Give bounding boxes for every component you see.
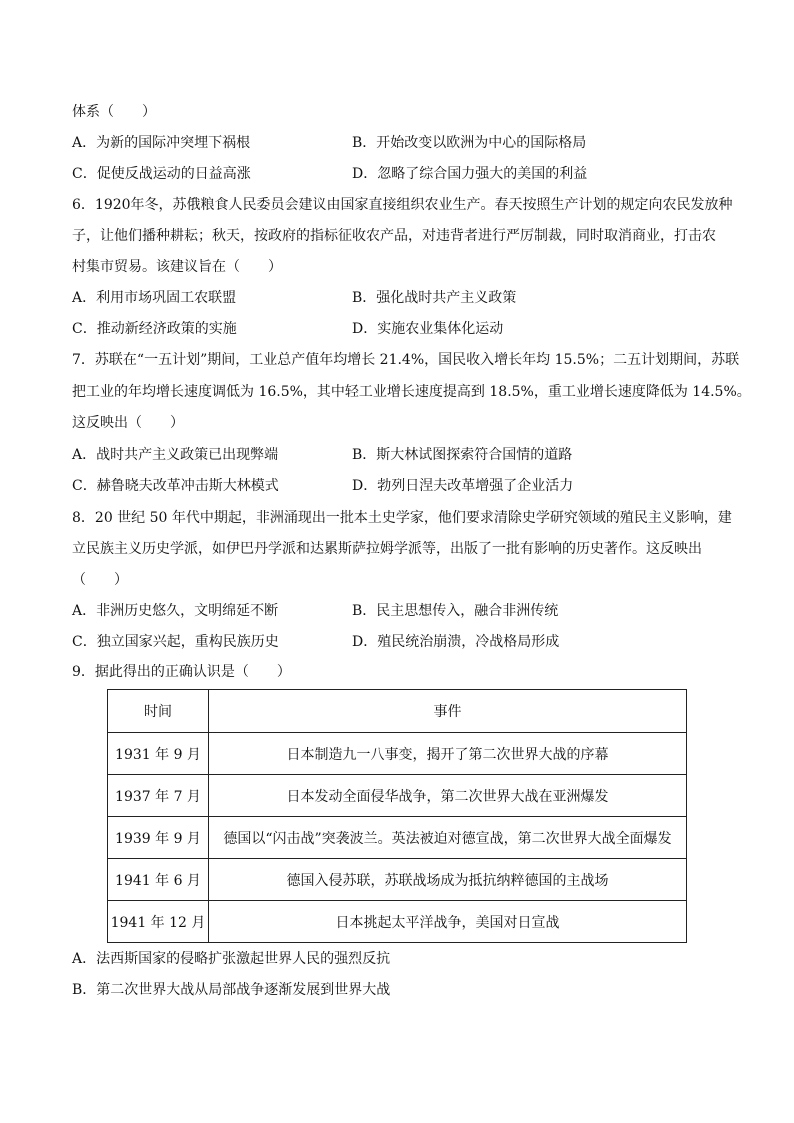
q9-option-b: B．第二次世界大战从局部战争逐渐发展到世界大战 xyxy=(72,982,391,998)
time-cell: 1941 年 12 月 xyxy=(108,901,209,943)
q8-stem-line: 8．20 世纪 50 年代中期起，非洲涌现出一批本土史学家，他们要求清除史学研究领域的殖民主义影响，建 xyxy=(72,510,732,526)
table-header-row xyxy=(108,690,687,733)
table-row xyxy=(108,901,687,943)
time-cell: 1941 年 6 月 xyxy=(108,859,209,901)
q7-option-b: B．斯大林试图探索符合国情的道路 xyxy=(352,447,573,463)
q9-stem: 9．据此得出的正确认识是（ ） xyxy=(72,664,291,680)
q6-stem-line: 6．1920年冬，苏俄粮食人民委员会建议由国家直接组织农业生产。春天按照生产计划的规定向农民发放种 xyxy=(72,197,733,213)
q8-option-a: A．非洲历史悠久，文明绵延不断 xyxy=(72,603,279,619)
q7-stem-line: 7．苏联在“一五计划”期间，工业总产值年均增长 21.4%，国民收入增长年均 15.5%；二五计划期间，苏联 xyxy=(72,352,740,368)
q5-option-d: D．忽略了综合国力强大的美国的利益 xyxy=(352,166,588,182)
column-header-event: 事件 xyxy=(209,690,687,733)
q5-option-c: C．促使反战运动的日益高涨 xyxy=(72,166,251,182)
q6-stem-line: 子，让他们播种耕耘；秋天，按政府的指标征收农产品，对违背者进行严厉制裁，同时取消商业，打击农 xyxy=(72,228,716,244)
time-cell: 1939 年 9 月 xyxy=(108,817,209,859)
q8-option-b: B．民主思想传入，融合非洲传统 xyxy=(352,603,559,619)
q5-stem-tail: 体系（ ） xyxy=(72,104,156,120)
q8-stem-line: （ ） xyxy=(72,572,128,588)
q8-option-d: D．殖民统治崩溃，冷战格局形成 xyxy=(352,634,560,650)
table-row xyxy=(108,775,687,817)
q8-stem-line: 立民族主义历史学派，如伊巴丹学派和达累斯萨拉姆学派等，出版了一批有影响的历史著作。这反映出 xyxy=(72,541,702,557)
q8-option-c: C．独立国家兴起，重构民族历史 xyxy=(72,634,279,650)
time-cell: 1931 年 9 月 xyxy=(108,733,209,775)
q6-stem-line: 村集市贸易。该建议旨在（ ） xyxy=(72,259,282,275)
event-cell: 日本发动全面侵华战争，第二次世界大战在亚洲爆发 xyxy=(209,775,687,817)
q6-option-a: A．利用市场巩固工农联盟 xyxy=(72,290,237,306)
event-cell: 日本制造九一八事变，揭开了第二次世界大战的序幕 xyxy=(209,733,687,775)
q5-option-a: A．为新的国际冲突埋下祸根 xyxy=(72,135,251,151)
event-cell: 德国以“闪击战”突袭波兰。英法被迫对德宣战，第二次世界大战全面爆发 xyxy=(209,817,687,859)
q7-stem-line: 把工业的年均增长速度调低为 16.5%，其中轻工业增长速度提高到 18.5%，重工业增长速度降低为 14.5%。 xyxy=(72,384,751,400)
q6-option-c: C．推动新经济政策的实施 xyxy=(72,321,237,337)
column-header-time: 时间 xyxy=(108,690,209,733)
q6-option-b: B．强化战时共产主义政策 xyxy=(352,290,517,306)
q9-option-a: A．法西斯国家的侵略扩张激起世界人民的强烈反抗 xyxy=(72,951,391,967)
table-row xyxy=(108,817,687,859)
event-cell: 日本挑起太平洋战争，美国对日宣战 xyxy=(209,901,687,943)
q7-option-d: D．勃列日涅夫改革增强了企业活力 xyxy=(352,478,574,494)
table-row xyxy=(108,733,687,775)
q7-option-c: C．赫鲁晓夫改革冲击斯大林模式 xyxy=(72,478,279,494)
q5-option-b: B．开始改变以欧洲为中心的国际格局 xyxy=(352,135,587,151)
table-row xyxy=(108,859,687,901)
q7-stem-line: 这反映出（ ） xyxy=(72,415,184,431)
q6-option-d: D．实施农业集体化运动 xyxy=(352,321,504,337)
event-cell: 德国入侵苏联，苏联战场成为抵抗纳粹德国的主战场 xyxy=(209,859,687,901)
q7-option-a: A．战时共产主义政策已出现弊端 xyxy=(72,447,279,463)
time-cell: 1937 年 7 月 xyxy=(108,775,209,817)
events-table xyxy=(107,689,687,943)
